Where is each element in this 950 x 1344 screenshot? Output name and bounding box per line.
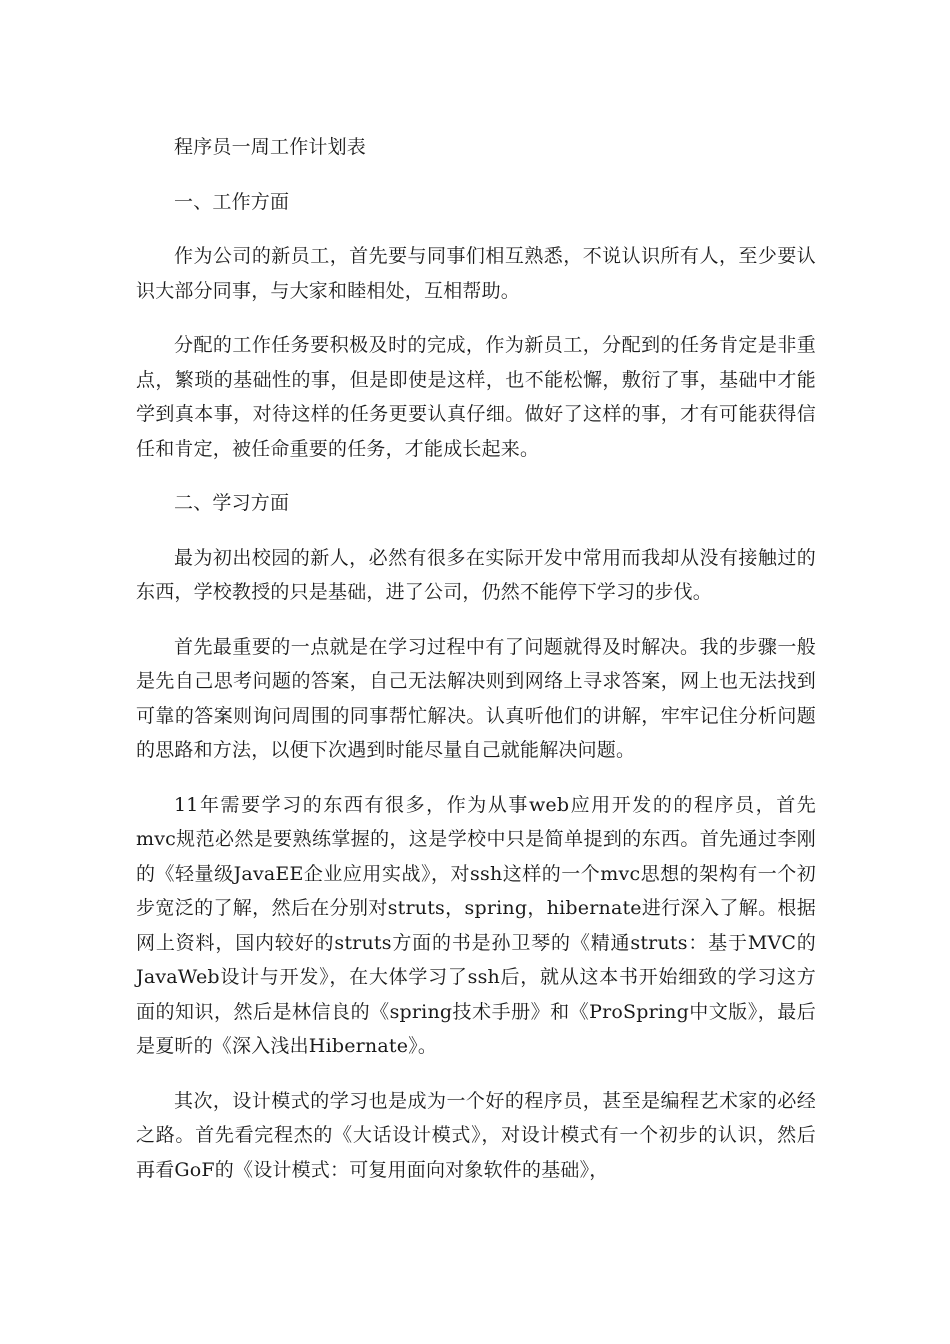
- paragraph: 首先最重要的一点就是在学习过程中有了问题就得及时解决。我的步骤一般是先自己思考问题的答案，自己无法解决则到网络上寻求答案，网上也无法找到可靠的答案则询问周围的同事帮忙解决。认真听他们的讲解，牢牢记住分析问题的思路和方法，以便下次遇到时能尽量自己就能解决问题。: [136, 635, 816, 761]
- paragraph: 11年需要学习的东西有很多，作为从事web应用开发的的程序员，首先mvc规范必然是要熟练掌握的，这是学校中只是简单提到的东西。首先通过李刚的《轻量级JavaEE企业应用实战》，对ssh这样的一个mvc思想的架构有一个初步宽泛的了解，然后在分别对struts，spring，hibernate进行深入了解。根据网上资料，国内较好的struts方面的书是孙卫琴的《精通struts：基于MVC的JavaWeb设计与开发》，在大体学习了ssh后，就从这本书开始细致的学习这方面的知识，然后是林信良的《spring技术手册》和《ProSpring中文版》，最后是夏昕的《深入浅出Hibernate》。: [136, 793, 816, 1057]
- paragraph: 其次，设计模式的学习也是成为一个好的程序员，甚至是编程艺术家的必经之路。首先看完程杰的《大话设计模式》，对设计模式有一个初步的认识，然后再看GoF的《设计模式：可复用面向对象软件的基础》，: [136, 1089, 816, 1181]
- section-heading-work: 一、工作方面: [174, 190, 290, 213]
- paragraph: 最为初出校园的新人，必然有很多在实际开发中常用而我却从没有接触过的东西，学校教授的只是基础，进了公司，仍然不能停下学习的步伐。: [136, 546, 816, 603]
- document-body: [136, 130, 816, 1207]
- paragraph: 作为公司的新员工，首先要与同事们相互熟悉，不说认识所有人，至少要认识大部分同事，与大家和睦相处，互相帮助。: [136, 245, 816, 302]
- document-title: 程序员一周工作计划表: [174, 136, 367, 158]
- paragraph: 分配的工作任务要积极及时的完成，作为新员工，分配到的任务肯定是非重点，繁琐的基础性的事，但是即使是这样，也不能松懈，敷衍了事，基础中才能学到真本事，对待这样的任务更要认真仔细。做好了这样的事，才有可能获得信任和肯定，被任命重要的任务，才能成长起来。: [136, 334, 816, 460]
- section-heading-study: 二、学习方面: [174, 492, 290, 514]
